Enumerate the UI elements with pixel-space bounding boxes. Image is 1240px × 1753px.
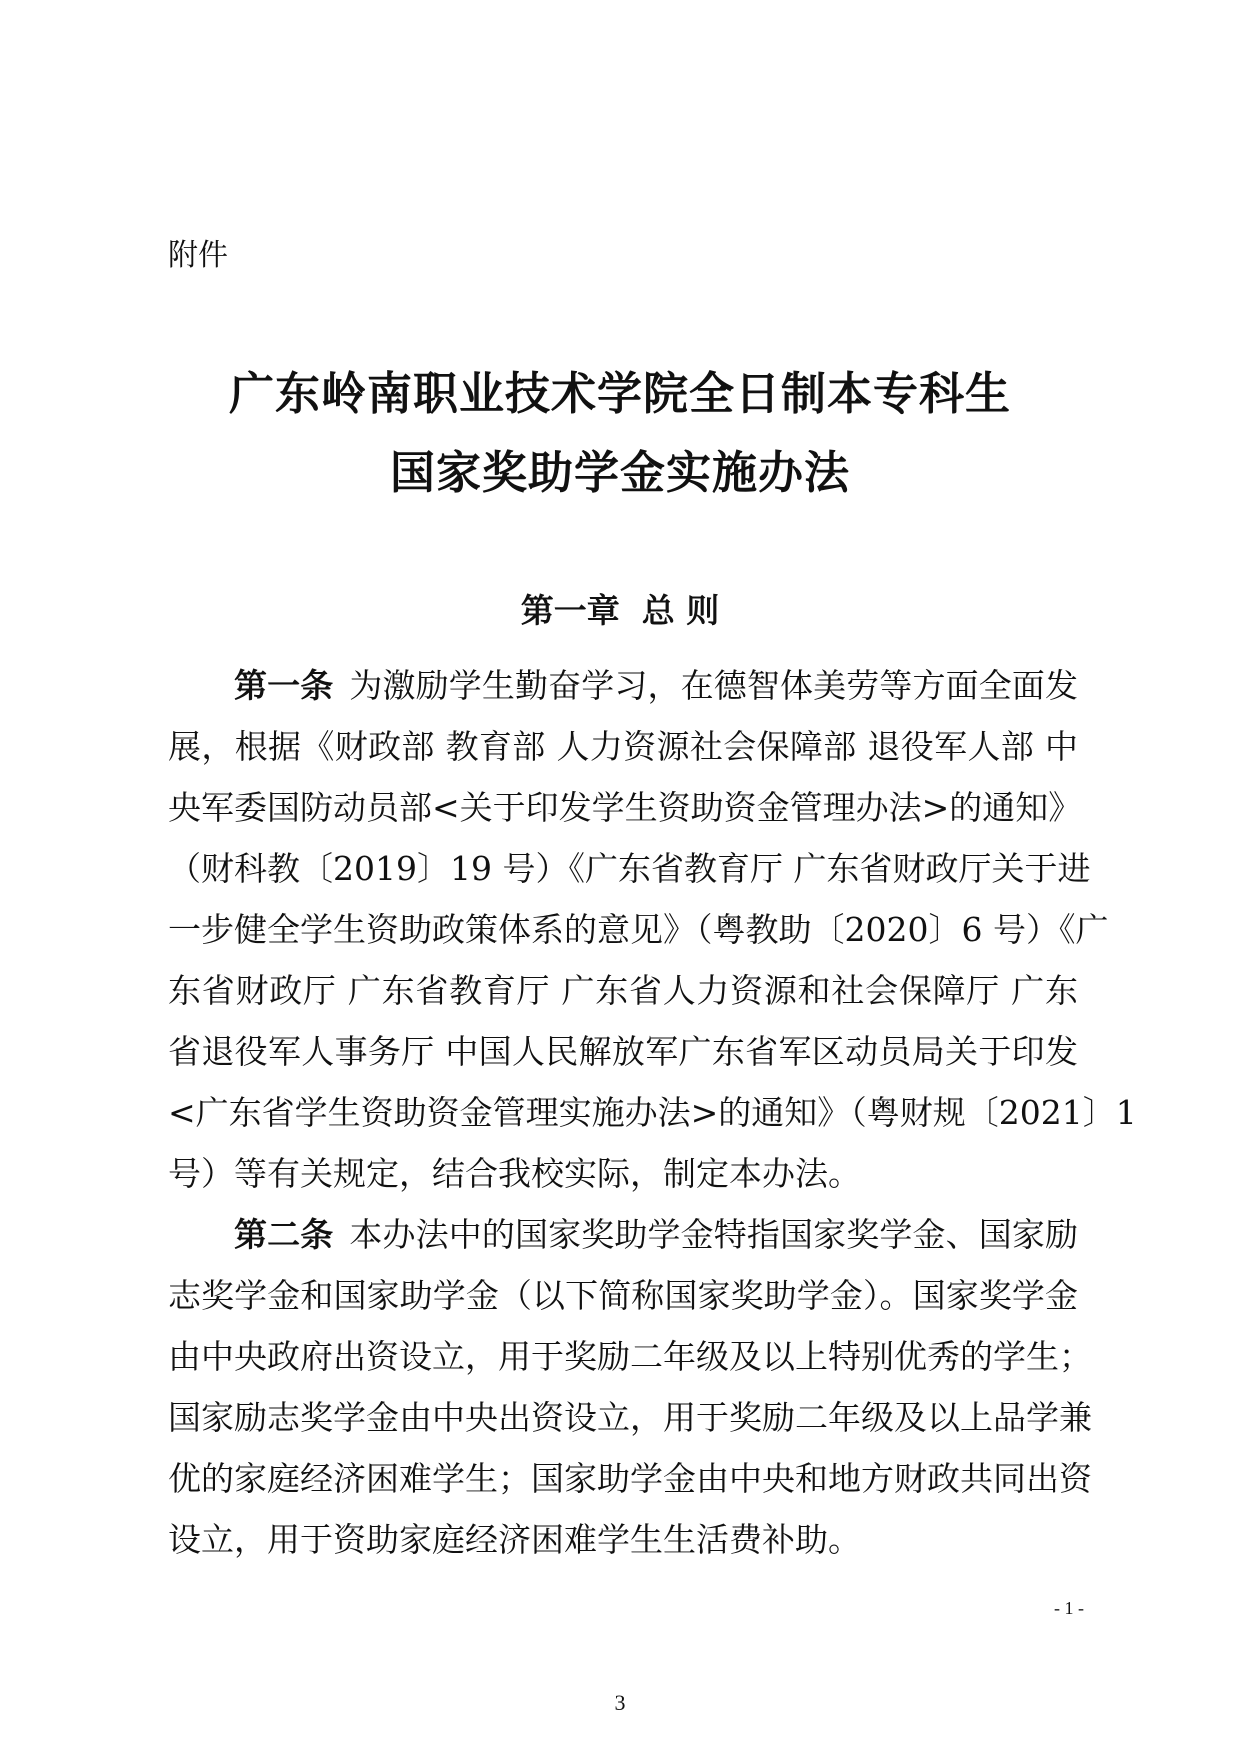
article-2-text: 本办法中的国家奖助学金特指国家奖学金、国家励: [349, 1215, 1078, 1254]
article-2-line: 优的家庭经济困难学生；国家助学金由中央和地方财政共同出资: [168, 1459, 1092, 1498]
chapter-label: 第一章: [520, 591, 620, 630]
article-2-line: 设立，用于资助家庭经济困难学生生活费补助。: [168, 1520, 861, 1559]
article-1-line: 展，根据《财政部 教育部 人力资源社会保障部 退役军人部 中: [168, 727, 1078, 766]
chapter-name: 总 则: [641, 591, 720, 630]
article-1-text: 为激励学生勤奋学习，在德智体美劳等方面全面发: [349, 666, 1078, 705]
article-2-line: [168, 1204, 1078, 1265]
article-1-line: 号）等有关规定，结合我校实际，制定本办法。: [168, 1154, 861, 1193]
inner-page-number: - 1 -: [1054, 1598, 1084, 1618]
article-2-line: 由中央政府出资设立，用于奖励二年级及以上特别优秀的学生；: [168, 1337, 1092, 1376]
article-1-line: 央军委国防动员部<关于印发学生资助资金管理办法>的通知》: [168, 788, 1082, 827]
article-1-label: 第一条: [234, 666, 334, 705]
article-2-line: 志奖学金和国家助学金（以下简称国家奖助学金）。国家奖学金: [168, 1276, 1078, 1315]
document-title-line-2: 国家奖助学金实施办法: [389, 446, 850, 499]
article-1-line: 东省财政厅 广东省教育厅 广东省人力资源和社会保障厅 广东: [168, 971, 1078, 1010]
article-1-line: 一步健全学生资助政策体系的意见》（粤教助〔2020〕6 号）《广: [168, 910, 1109, 949]
document-title-line-1: 广东岭南职业技术学院全日制本专科生: [228, 367, 1011, 420]
page-number: 3: [614, 1690, 626, 1715]
article-2-label: 第二条: [234, 1215, 334, 1254]
article-1-line: [168, 655, 1078, 716]
attachment-label: 附件: [168, 238, 228, 273]
body-text: [168, 655, 1137, 1570]
article-1-line: <广东省学生资助资金管理实施办法>的通知》（粤财规〔2021〕1: [168, 1093, 1137, 1132]
article-1-line: （财科教〔2019〕19 号）《广东省教育厅 广东省财政厅关于进: [168, 849, 1091, 888]
article-1-line: 省退役军人事务厅 中国人民解放军广东省军区动员局关于印发: [168, 1032, 1078, 1071]
article-2-line: 国家励志奖学金由中央出资设立，用于奖励二年级及以上品学兼: [168, 1398, 1092, 1437]
chapter-heading: [0, 585, 1240, 632]
